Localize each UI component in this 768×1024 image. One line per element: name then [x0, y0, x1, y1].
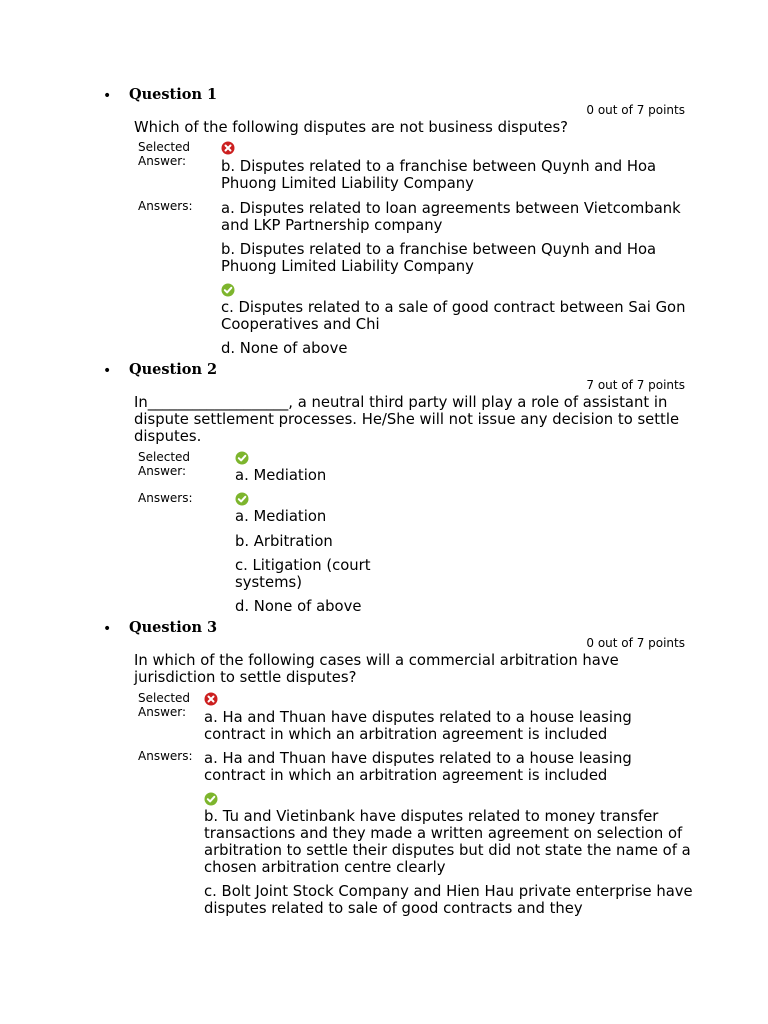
question-2-text: In___________________, a neutral third party will play a role of assistant in dispute settlement processes. He/She will not issue any decision to settle disputes. — [134, 394, 680, 445]
question-3-title: Question 3 — [129, 619, 218, 636]
answer-option: d. None of above — [235, 598, 362, 615]
bullet-marker: • — [103, 88, 112, 104]
correct-check-icon — [235, 492, 249, 506]
selected-answer-label: Selected Answer: — [138, 450, 191, 478]
question-3-points: 0 out of 7 points — [586, 636, 685, 650]
answer-option: b. Arbitration — [235, 533, 333, 550]
question-2-points: 7 out of 7 points — [586, 378, 685, 392]
selected-answer-label: Selected Answer: — [138, 140, 191, 168]
answer-option-correct: b. Tu and Vietinbank have disputes related to money transfer transactions and they made a written agreement on selection of arbitration to settle their disputes but did not state the name of a chosen arbitration centre clearly — [204, 808, 691, 876]
question-1-text: Which of the following disputes are not business disputes? — [134, 119, 569, 136]
question-2-title: Question 2 — [129, 361, 218, 378]
question-3-text: In which of the following cases will a commercial arbitration have jurisdiction to settle disputes? — [134, 652, 619, 686]
answer-option: a. Disputes related to loan agreements between Vietcombank and LKP Partnership company — [221, 200, 681, 234]
correct-check-icon — [235, 451, 249, 465]
question-1-points: 0 out of 7 points — [586, 103, 685, 117]
answers-label: Answers: — [138, 199, 193, 213]
question-1-title: Question 1 — [129, 86, 218, 103]
selected-answer-text: a. Mediation — [235, 467, 327, 484]
selected-answer-text: b. Disputes related to a franchise between Quynh and Hoa Phuong Limited Liability Company — [221, 158, 657, 192]
answer-option: b. Disputes related to a franchise between Quynh and Hoa Phuong Limited Liability Company — [221, 241, 657, 275]
answer-option: a. Ha and Thuan have disputes related to a house leasing contract in which an arbitration agreement is included — [204, 750, 632, 784]
bullet-marker: • — [103, 363, 112, 379]
answer-option-correct: a. Mediation — [235, 508, 327, 525]
incorrect-icon — [221, 141, 235, 155]
answer-option: c. Bolt Joint Stock Company and Hien Hau private enterprise have disputes related to sale of good contracts and they — [204, 883, 693, 917]
bullet-marker: • — [103, 621, 112, 637]
incorrect-icon — [204, 692, 218, 706]
selected-answer-label: Selected Answer: — [138, 691, 191, 719]
correct-check-icon — [204, 792, 218, 806]
answers-label: Answers: — [138, 491, 193, 505]
selected-answer-text: a. Ha and Thuan have disputes related to a house leasing contract in which an arbitration agreement is included — [204, 709, 632, 743]
answer-option-correct: c. Disputes related to a sale of good contract between Sai Gon Cooperatives and Chi — [221, 299, 686, 333]
answer-option: d. None of above — [221, 340, 348, 357]
answers-label: Answers: — [138, 749, 193, 763]
answer-option: c. Litigation (court systems) — [235, 557, 371, 591]
correct-check-icon — [221, 283, 235, 297]
